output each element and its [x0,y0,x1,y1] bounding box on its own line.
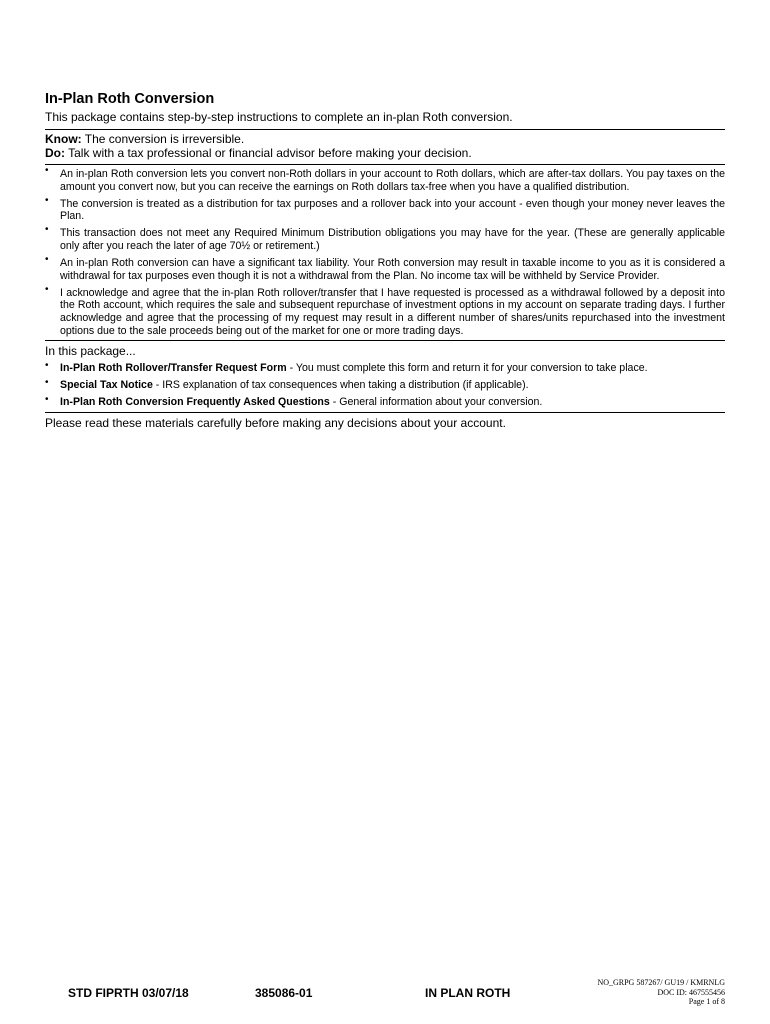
footer-form-code: STD FIPRTH 03/07/18 [68,986,189,1000]
package-item-desc: - General information about your conversion. [329,395,543,408]
page-subtitle: This package contains step-by-step instructions to complete an in-plan Roth conversion. [45,110,513,124]
package-item-name: In-Plan Roth Rollover/Transfer Request Form [60,361,287,374]
package-item-desc: - You must complete this form and return it for your conversion to take place. [286,361,648,374]
list-item-text: The conversion is treated as a distribution for tax purposes and a rollover back into your account - even though your money never leaves the Plan. [60,197,725,223]
closing-note: Please read these materials carefully before making any decisions about your account. [45,415,506,430]
bullet-icon: • [45,254,49,266]
package-item-name: Special Tax Notice [60,378,153,391]
list-item-text: An in-plan Roth conversion can have a significant tax liability. Your Roth conversion may result in taxable income to you as it is considered a withdrawal for tax purposes even though it is not a withdrawal from the Plan. No income tax will be withheld by Service Provider. [60,257,725,282]
know-line [45,133,725,147]
list-item [45,165,725,193]
bullet-icon: • [45,393,49,405]
package-list [45,359,725,409]
list-item-text: An in-plan Roth conversion lets you convert non-Roth dollars in your account to Roth dollars, which are after-tax dollars. You pay taxes on the amount you convert now, but you can receive the earnings on Roth dollars tax-free when you have a qualified distribution. [60,168,725,193]
bullet-icon: • [45,359,49,371]
package-heading: In this package... [45,343,136,358]
list-item [45,224,725,252]
footer-page-number: Page 1 of 8 [688,997,725,1006]
bullet-icon: • [45,376,49,388]
divider [45,340,725,341]
package-item-name: In-Plan Roth Conversion Frequently Asked Questions [60,395,330,408]
know-label: Know: [45,132,82,146]
list-item-text: I acknowledge and agree that the in-plan Roth rollover/transfer that I have requested is processed as a withdrawal followed by a deposit into the Roth account, which requires the sale and subsequent repurchase of investment options in my account on separate trading days. I further acknowledge and agree that the processing of my request may result in a different number of shares/units repurchased into the investment options due to the sale proceeds being out of the market for one or more trading days. [60,286,725,337]
bullet-icon: • [45,194,49,206]
do-line [45,147,725,161]
divider [45,129,725,130]
important-points-list [45,165,725,337]
footer-doc-info [597,978,725,1007]
document-page [45,90,725,431]
footer-doc-id: DOC ID: 467555456 [657,987,725,997]
footer-form-name: IN PLAN ROTH [425,986,511,1000]
do-text: Talk with a tax professional or financial advisor before making your decision. [65,145,472,160]
bullet-icon: • [45,224,49,236]
page-title: In-Plan Roth Conversion [45,91,215,107]
footer-form-number: 385086-01 [255,986,313,1000]
know-text: The conversion is irreversible. [81,132,245,146]
list-item [45,283,725,337]
list-item [45,194,725,223]
bullet-icon: • [45,165,49,176]
list-item-text: This transaction does not meet any Required Minimum Distribution obligations you may have for the year. (These are generally applicable only after you reach the later of age 70½ or retirement.) [60,227,725,252]
list-item [45,254,725,282]
list-item [45,393,725,409]
divider [45,164,725,165]
divider [45,412,725,413]
footer-grpg: NO_GRPG 587267/ GU19 / KMRNLG [597,978,725,987]
list-item [45,376,725,392]
bullet-icon: • [45,283,49,295]
do-label: Do: [45,145,65,160]
package-item-desc: - IRS explanation of tax consequences when taking a distribution (if applicable). [152,378,529,391]
list-item [45,359,725,375]
